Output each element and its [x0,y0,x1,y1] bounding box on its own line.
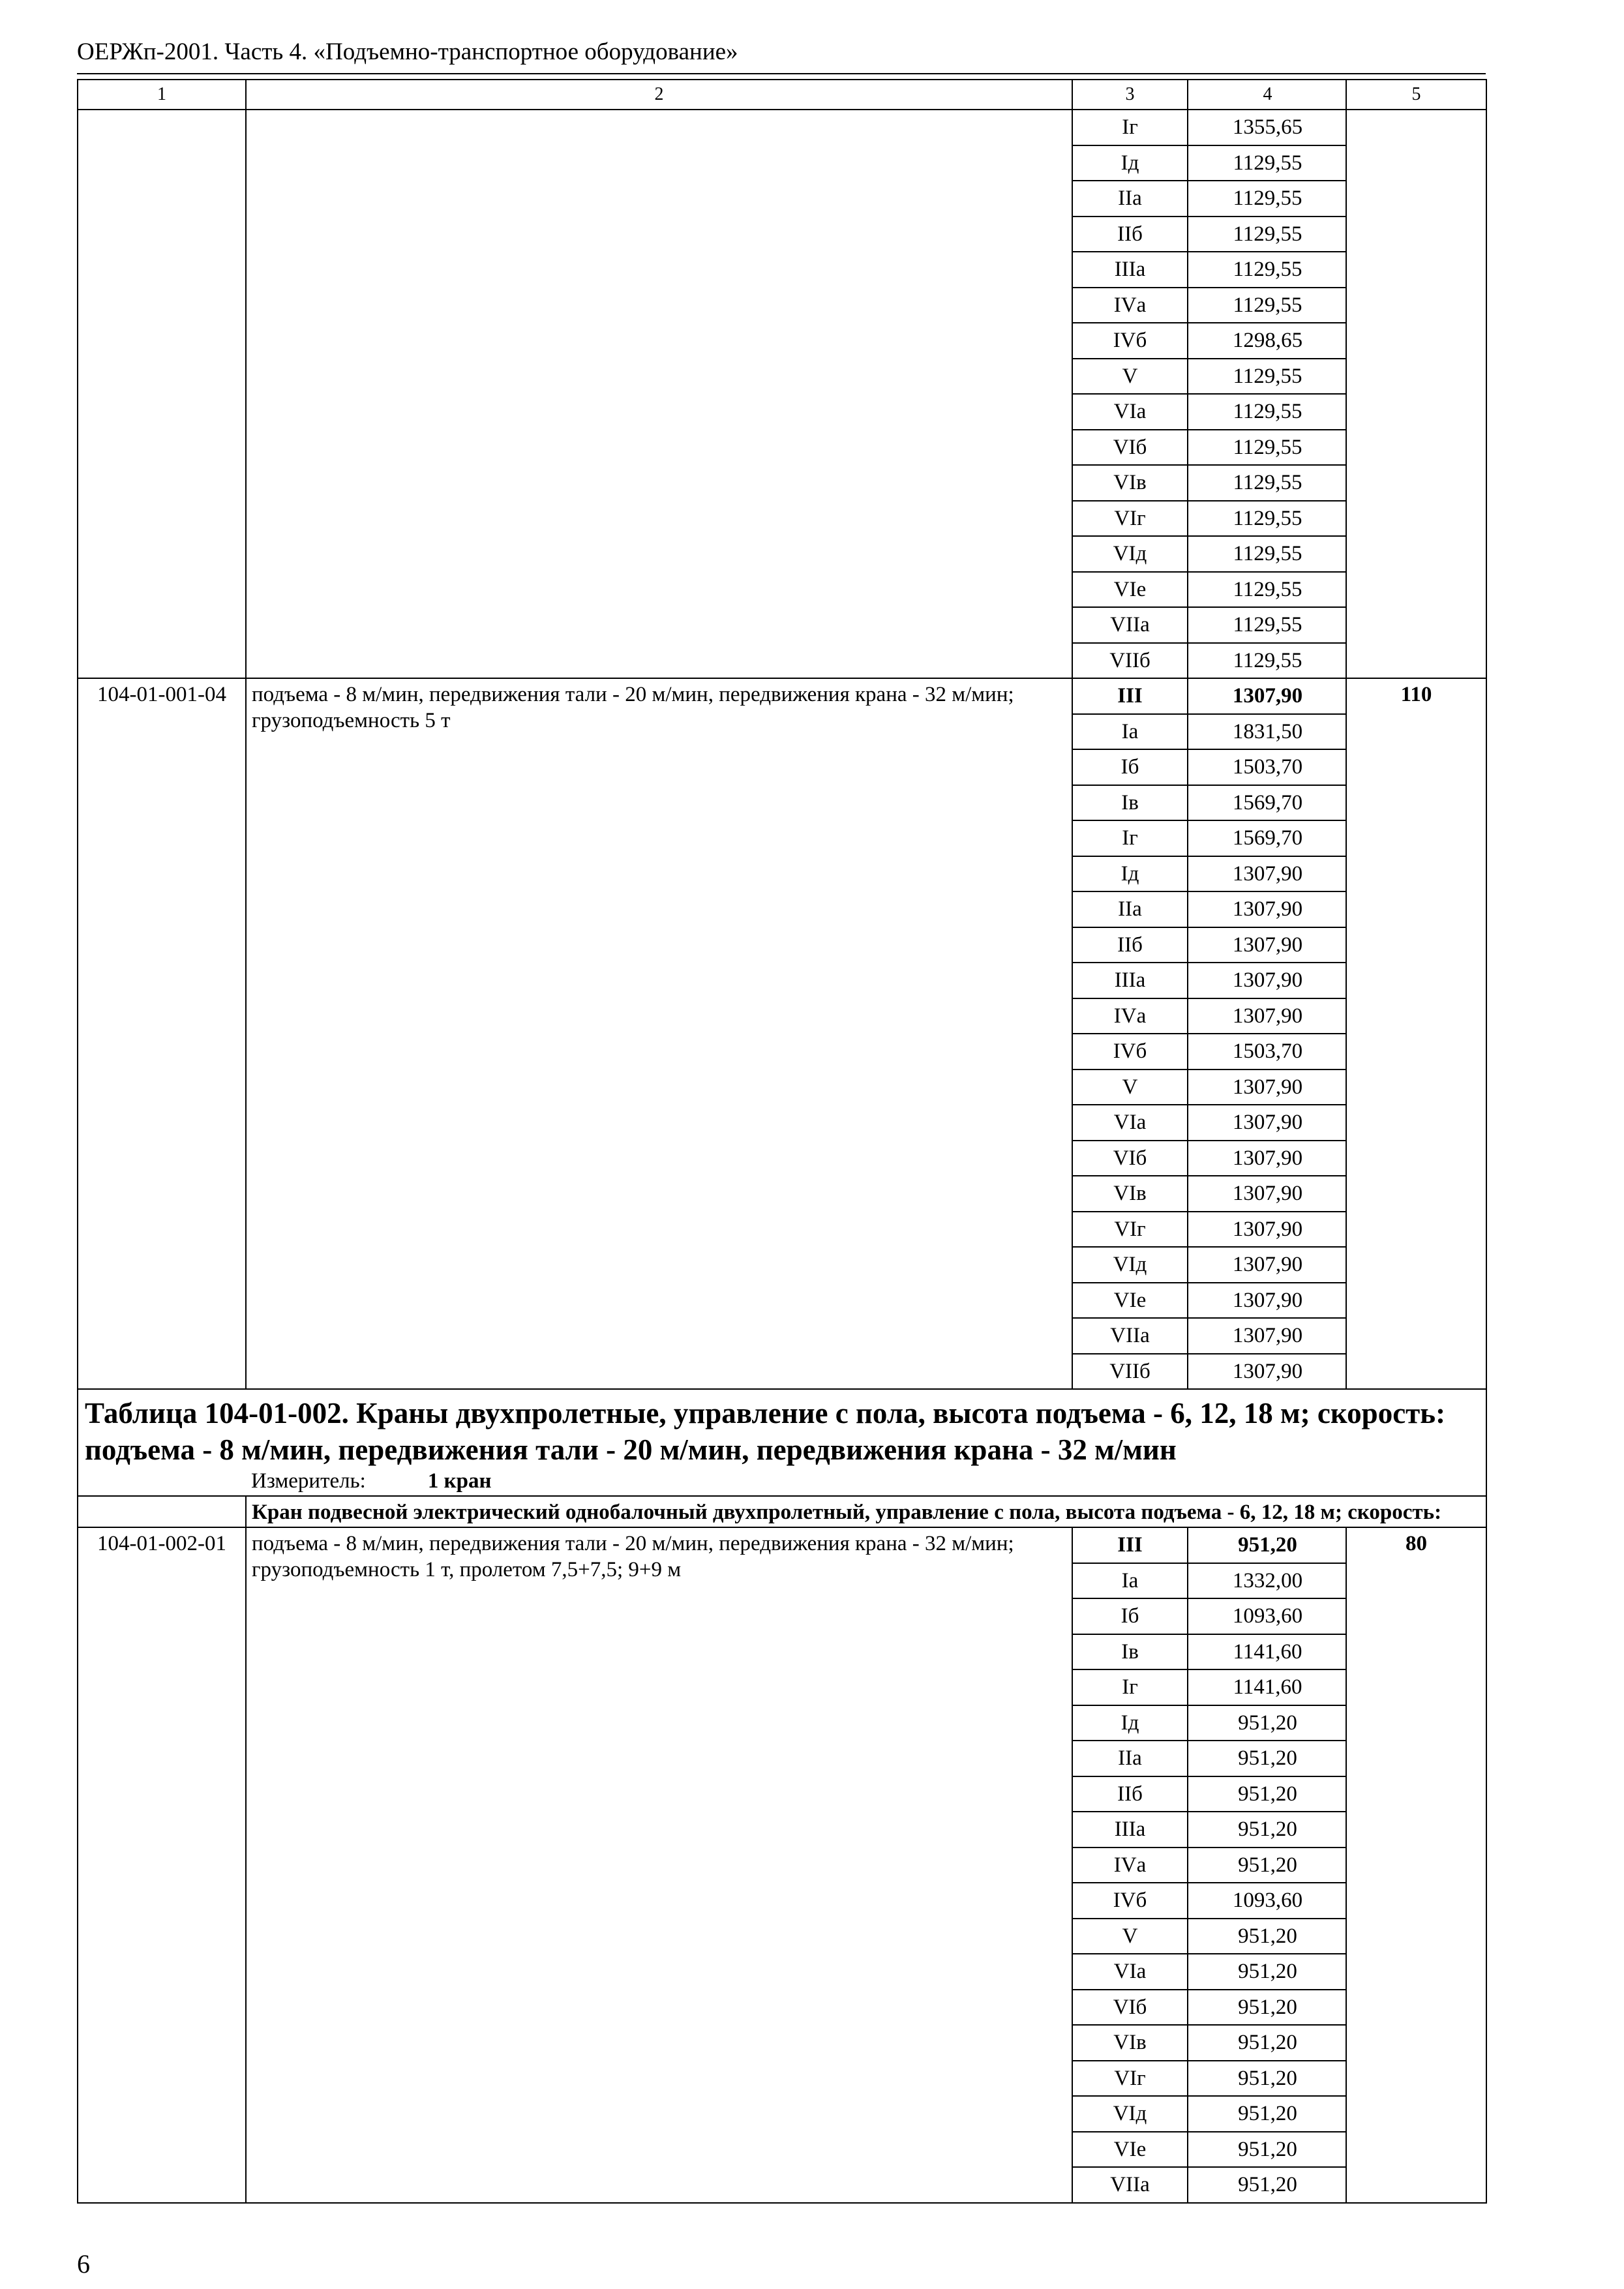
zone-cell: VIIа [1073,1318,1188,1354]
item-code: 104-01-001-04 [78,678,246,1389]
zone-cell: Iб [1073,749,1188,785]
zone-price-row [1073,1812,1347,1848]
zone-cell: VIIб [1073,1354,1188,1389]
zone-cell: VIг [1073,1212,1188,1248]
zone-cell: VIг [1073,2061,1188,2097]
zone-price-row [1073,1563,1347,1599]
zone-cell: VIIа [1073,607,1188,643]
zone-price-row [1073,856,1347,892]
zone-price-row [1073,927,1347,963]
zone-price-row [1073,2096,1347,2132]
zone-price-row [1073,1318,1347,1354]
price-cell: 951,20 [1188,1954,1347,1990]
zone-price-row [1073,1283,1347,1319]
zone-price-row [1073,1598,1347,1634]
zone-cell: VIд [1073,536,1188,572]
zone-price-row [1073,2132,1347,2168]
zone-cell: IVа [1073,1848,1188,1883]
zone-cell: VIе [1073,1283,1188,1319]
zone-price-row [1073,217,1347,252]
price-cell: 1129,55 [1188,359,1347,395]
price-cell: 1129,55 [1188,465,1347,501]
zone-price-row [1073,714,1347,750]
zone-cell: V [1073,359,1188,395]
zone-price-row [1073,1669,1347,1705]
zone-cell: VIа [1073,394,1188,430]
item-row [78,1527,1486,2203]
zone-price-row [1073,1919,1347,1954]
price-cell: 951,20 [1188,1705,1347,1741]
zone-price-row [1073,1848,1347,1883]
price-cell: 1129,55 [1188,430,1347,466]
zone-cell: Iа [1073,714,1188,750]
price-cell: 1307,90 [1188,891,1347,927]
zone-cell: Iб [1073,1598,1188,1634]
price-cell: 951,20 [1188,2132,1347,2168]
zone-price-row [1073,998,1347,1034]
zone-cell: Iв [1073,785,1188,821]
price-cell: 1355,65 [1188,110,1347,145]
price-cell: 951,20 [1188,1741,1347,1776]
zone-cell: VIв [1073,2025,1188,2061]
zone-cell: VIд [1073,1247,1188,1283]
zone-price-row [1073,2167,1347,2202]
zone-cell: VIе [1073,572,1188,608]
zone-cell: IVа [1073,998,1188,1034]
price-cell: 1129,55 [1188,181,1347,217]
zone-cell: IIIа [1073,252,1188,288]
zone-cell: IVа [1073,288,1188,323]
price-table [77,79,1487,2204]
zone-cell: IIа [1073,891,1188,927]
zone-price-row [1073,1528,1347,1563]
zone-price-row [1073,394,1347,430]
page-header: ОЕРЖп-2001. Часть 4. «Подъемно-транспортное оборудование» [77,38,738,65]
price-cell: 951,20 [1188,2167,1347,2202]
zone-cell: IVб [1073,1883,1188,1919]
price-cell: 951,20 [1188,1776,1347,1812]
price-cell: 1298,65 [1188,323,1347,359]
zone-cell: VIг [1073,501,1188,537]
price-cell: 1307,90 [1188,963,1347,998]
zone-price-row [1073,1070,1347,1105]
zone-price-row [1073,501,1347,537]
item-description: подъема - 8 м/мин, передвижения тали - 20 м/мин, передвижения крана - 32 м/мин; грузоподъемность 1 т, пролетом 7,5+7,5; 9+9 м [246,1527,1072,2203]
zone-price-row [1073,1212,1347,1248]
zone-cell: VIв [1073,465,1188,501]
zone-price-row [1073,181,1347,217]
zone-price-row [1073,749,1347,785]
price-cell: 951,20 [1188,2025,1347,2061]
page-number: 6 [77,2249,90,2279]
zone-price-row [1073,643,1347,678]
zone-price-row [1073,1883,1347,1919]
zone-price-row [1073,1776,1347,1812]
price-cell: 1129,55 [1188,572,1347,608]
zone-price-row [1073,820,1347,856]
zone-cell: Iд [1073,145,1188,181]
price-cell: 1332,00 [1188,1563,1347,1599]
zone-cell: IVб [1073,323,1188,359]
price-cell: 1307,90 [1188,1318,1347,1354]
meter-label: Измеритель: [251,1469,366,1493]
zone-cell: IIа [1073,181,1188,217]
price-cell: 1129,55 [1188,145,1347,181]
zone-cell: VIд [1073,2096,1188,2132]
price-cell: 1141,60 [1188,1634,1347,1670]
zone-cell: IIа [1073,1741,1188,1776]
price-cell: 951,20 [1188,2096,1347,2132]
section-description: Кран подвесной электрический однобалочный двухпролетный, управление с пола, высота подъема - 6, 12, 18 м; скорость: [246,1496,1486,1527]
zone-cell: Iв [1073,1634,1188,1670]
price-cell: 1129,55 [1188,394,1347,430]
price-cell: 1141,60 [1188,1669,1347,1705]
zone-cell: VIв [1073,1176,1188,1212]
zone-price-row [1073,1176,1347,1212]
zone-price-row [1073,891,1347,927]
zone-price-list [1073,110,1347,678]
price-cell: 951,20 [1188,1528,1347,1563]
zone-cell: IIб [1073,927,1188,963]
item-wage: 110 [1346,678,1486,1389]
price-cell: 1307,90 [1188,1283,1347,1319]
price-cell: 1307,90 [1188,856,1347,892]
price-cell: 1129,55 [1188,288,1347,323]
header-divider [77,73,1486,74]
zone-price-row [1073,1354,1347,1389]
zone-price-row [1073,1247,1347,1283]
column-number: 3 [1073,80,1188,109]
zone-price-row [1073,1705,1347,1741]
zone-cell: IIIа [1073,1812,1188,1848]
table-title-row [78,1389,1486,1496]
price-cell: 1129,55 [1188,607,1347,643]
zone-price-row [1073,430,1347,466]
price-cell: 1503,70 [1188,1034,1347,1070]
price-cell: 1307,90 [1188,998,1347,1034]
zone-price-row [1073,110,1347,145]
zone-price-row [1073,2061,1347,2097]
zone-price-row [1073,607,1347,643]
price-cell: 1503,70 [1188,749,1347,785]
item-row [78,678,1486,1389]
zone-price-row [1073,785,1347,821]
price-cell: 1307,90 [1188,1247,1347,1283]
price-cell: 1093,60 [1188,1598,1347,1634]
zone-cell: IIб [1073,217,1188,252]
zone-price-row [1073,1741,1347,1776]
table-title: Таблица 104-01-002. Краны двухпролетные, управление с пола, высота подъема - 6, 12, 18 м; скорость: подъема - 8 м/мин, передвижения тали - 20 м/мин, передвижения крана - 32 м/мин [85,1397,1446,1466]
zone-cell: Iг [1073,820,1188,856]
zone-price-row [1073,1141,1347,1176]
column-number: 1 [78,80,246,110]
price-cell: 1307,90 [1188,679,1347,714]
price-cell: 1307,90 [1188,1141,1347,1176]
zone-cell: VIб [1073,1990,1188,2026]
price-cell: 1307,90 [1188,927,1347,963]
zone-cell: III [1073,1528,1188,1563]
zone-cell: Iа [1073,1563,1188,1599]
continued-item-row [78,110,1486,678]
zone-cell: VIа [1073,1105,1188,1141]
zone-price-row [1073,359,1347,395]
zone-cell: VIб [1073,1141,1188,1176]
item-code: 104-01-002-01 [78,1527,246,2203]
price-cell: 951,20 [1188,2061,1347,2097]
zone-price-row [1073,1990,1347,2026]
column-number: 4 [1188,80,1347,109]
meter-line [85,1468,1479,1495]
item-wage: 80 [1346,1527,1486,2203]
price-cell: 1093,60 [1188,1883,1347,1919]
zone-price-row [1073,465,1347,501]
zone-price-row [1073,2025,1347,2061]
zone-price-row [1073,288,1347,323]
zone-cell: IIб [1073,1776,1188,1812]
zone-price-row [1073,145,1347,181]
zone-price-row [1073,252,1347,288]
zone-cell: V [1073,1919,1188,1954]
zone-price-list [1073,1528,1347,2202]
price-cell: 1307,90 [1188,1070,1347,1105]
zone-cell: VIа [1073,1954,1188,1990]
price-cell: 1129,55 [1188,252,1347,288]
zone-cell: Iг [1073,110,1188,145]
zone-cell: III [1073,679,1188,714]
zone-cell: Iг [1073,1669,1188,1705]
price-cell: 951,20 [1188,1812,1347,1848]
price-cell: 951,20 [1188,1848,1347,1883]
column-number: 2 [246,80,1072,110]
zone-price-row [1073,323,1347,359]
price-cell: 951,20 [1188,1919,1347,1954]
zone-cell: VIб [1073,430,1188,466]
price-cell: 1129,55 [1188,536,1347,572]
zone-price-row [1073,1105,1347,1141]
item-description: подъема - 8 м/мин, передвижения тали - 20 м/мин, передвижения крана - 32 м/мин; грузоподъемность 5 т [246,678,1072,1389]
price-cell: 1307,90 [1188,1176,1347,1212]
price-cell: 1129,55 [1188,501,1347,537]
price-cell: 1307,90 [1188,1354,1347,1389]
zone-cell: VIIб [1073,643,1188,678]
zone-price-row [1073,1954,1347,1990]
zone-cell: Iд [1073,856,1188,892]
zone-cell: V [1073,1070,1188,1105]
price-cell: 951,20 [1188,1990,1347,2026]
price-cell: 1129,55 [1188,643,1347,678]
zone-price-row [1073,963,1347,998]
price-cell: 1569,70 [1188,820,1347,856]
price-cell: 1307,90 [1188,1212,1347,1248]
column-number-row [78,80,1486,110]
zone-cell: Iд [1073,1705,1188,1741]
column-number: 5 [1346,80,1486,110]
zone-price-list [1073,679,1347,1388]
price-cell: 1307,90 [1188,1105,1347,1141]
meter-value: 1 кран [427,1469,492,1493]
zone-cell: IIIа [1073,963,1188,998]
zone-cell: IVб [1073,1034,1188,1070]
zone-price-row [1073,572,1347,608]
zone-cell: VIе [1073,2132,1188,2168]
section-description-row [78,1496,1486,1527]
price-cell: 1569,70 [1188,785,1347,821]
zone-price-row [1073,679,1347,714]
zone-price-row [1073,1634,1347,1670]
price-cell: 1129,55 [1188,217,1347,252]
price-cell: 1831,50 [1188,714,1347,750]
zone-price-row [1073,1034,1347,1070]
zone-price-row [1073,536,1347,572]
zone-cell: VIIа [1073,2167,1188,2202]
